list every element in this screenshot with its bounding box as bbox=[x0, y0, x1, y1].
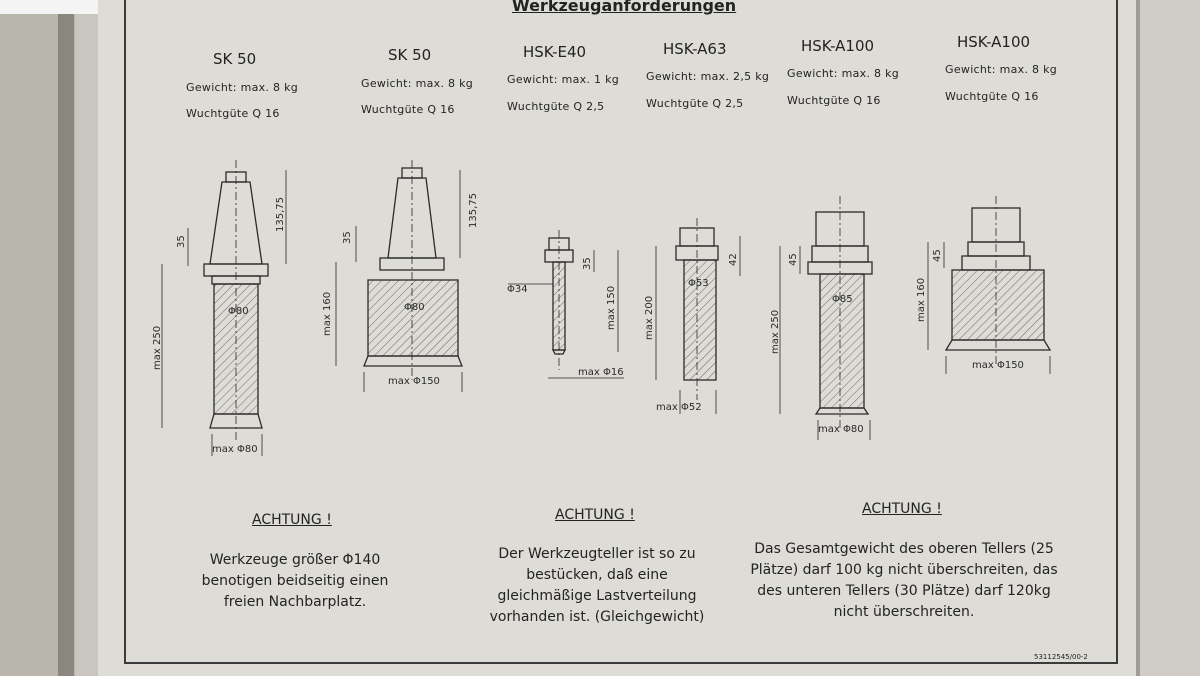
tool-2-balance: Wuchtgüte Q 16 bbox=[361, 103, 455, 116]
tool-4-name: HSK-A63 bbox=[663, 40, 727, 58]
tool-2-drawing bbox=[336, 160, 462, 392]
tool-6-dim-flange: 45 bbox=[932, 249, 943, 262]
tool-1-weight: Gewicht: max. 8 kg bbox=[186, 81, 299, 94]
document-code: 53112545/00-2 bbox=[1034, 653, 1088, 661]
tool-5-weight: Gewicht: max. 8 kg bbox=[787, 67, 900, 80]
warning-1-heading: ACHTUNG ! bbox=[252, 512, 332, 528]
tool-6-drawing bbox=[928, 196, 1050, 374]
page-title: Werkzeuganforderungen bbox=[512, 0, 737, 15]
tool-2-weight: Gewicht: max. 8 kg bbox=[361, 77, 474, 90]
tool-2-dim-height: max 160 bbox=[322, 291, 333, 336]
tool-5-dim-base: max Φ80 bbox=[818, 424, 864, 435]
tool-1-dim-height: max 250 bbox=[152, 325, 163, 370]
tool-6-name: HSK-A100 bbox=[957, 33, 1031, 51]
tool-6-dim-height: max 160 bbox=[916, 277, 927, 322]
tool-3-dim-base: max Φ16 bbox=[578, 367, 624, 378]
tool-2-dim-base: max Φ150 bbox=[388, 376, 440, 387]
warning-2-text: Der Werkzeugteller ist so zu bestücken, daß eine gleichmäßige Lastverteilung vorhanden ist. (Gleichgewicht) bbox=[489, 546, 705, 625]
tool-4-balance: Wuchtgüte Q 2,5 bbox=[646, 97, 744, 110]
tool-4-drawing bbox=[656, 218, 740, 414]
tool-4-weight: Gewicht: max. 2,5 kg bbox=[646, 70, 770, 83]
warning-1-text: Werkzeuge größer Φ140 benotigen beidseitig einen freien Nachbarplatz. bbox=[201, 552, 389, 610]
tool-2-name: SK 50 bbox=[388, 46, 432, 64]
tool-4-dim-height: max 200 bbox=[644, 295, 655, 340]
tool-3-dim-height: max 150 bbox=[606, 285, 617, 330]
tool-5-dim-shank: Φ85 bbox=[832, 294, 853, 305]
tool-6-weight: Gewicht: max. 8 kg bbox=[945, 63, 1058, 76]
tool-1-dim-base: max Φ80 bbox=[212, 444, 258, 455]
tool-2-dim-flange: 35 bbox=[342, 231, 353, 244]
tool-5-balance: Wuchtgüte Q 16 bbox=[787, 94, 881, 107]
tool-3-dim-flange: 35 bbox=[582, 257, 593, 270]
tool-1-dim-top: 135,75 bbox=[275, 197, 286, 232]
tool-2-dim-shank: Φ80 bbox=[404, 302, 425, 313]
tool-3-balance: Wuchtgüte Q 2,5 bbox=[507, 100, 605, 113]
warning-3-text: Das Gesamtgewicht des oberen Tellers (25 Plätze) darf 100 kg nicht überschreiten, das des unteren Tellers (30 Plätze) darf 120kg nicht überschreiten. bbox=[750, 541, 1058, 620]
tool-4-dim-shank: Φ53 bbox=[688, 278, 709, 289]
tool-5-drawing bbox=[780, 196, 872, 440]
tool-1-dim-flange: 35 bbox=[176, 235, 187, 248]
tool-1-dim-shank: Φ80 bbox=[228, 306, 249, 317]
tool-4-dim-flange: 42 bbox=[728, 253, 739, 266]
tool-6-balance: Wuchtgüte Q 16 bbox=[945, 90, 1039, 103]
warning-2-heading: ACHTUNG ! bbox=[555, 507, 635, 523]
tool-5-name: HSK-A100 bbox=[801, 37, 875, 55]
tool-1-balance: Wuchtgüte Q 16 bbox=[186, 107, 280, 120]
tool-2-dim-top: 135,75 bbox=[468, 193, 479, 228]
tool-6-dim-base: max Φ150 bbox=[972, 360, 1024, 371]
tool-3-dim-shank: Φ34 bbox=[507, 284, 528, 295]
tool-1-drawing bbox=[162, 160, 286, 456]
tool-5-dim-flange: 45 bbox=[788, 253, 799, 266]
tool-5-dim-height: max 250 bbox=[770, 309, 781, 354]
tool-3-name: HSK-E40 bbox=[523, 43, 587, 61]
tool-4-dim-base: max Φ52 bbox=[656, 402, 702, 413]
warning-3-heading: ACHTUNG ! bbox=[862, 501, 942, 517]
tool-1-name: SK 50 bbox=[213, 50, 257, 68]
tool-3-weight: Gewicht: max. 1 kg bbox=[507, 73, 620, 86]
